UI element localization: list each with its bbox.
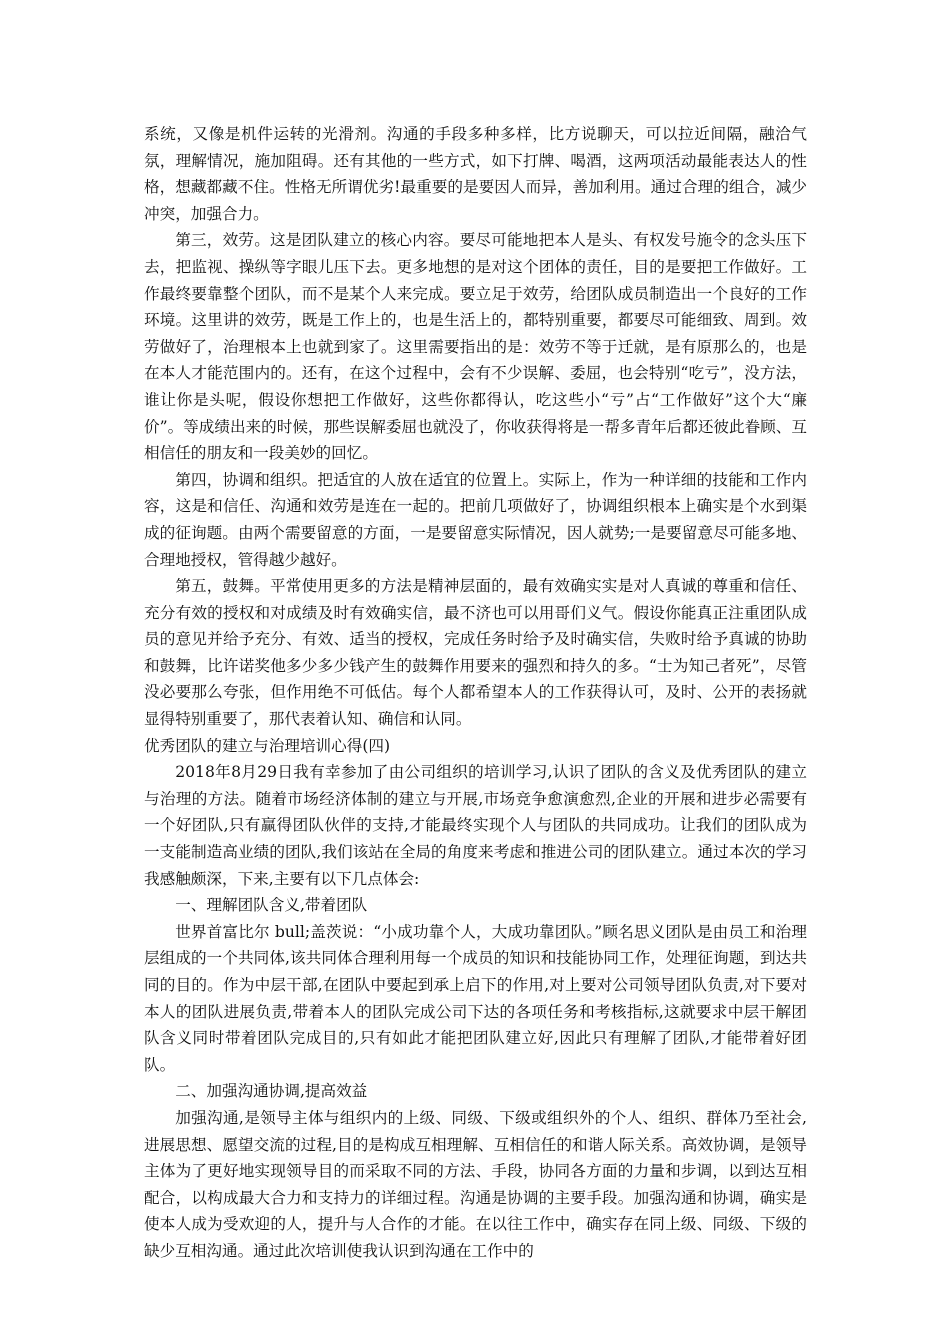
document-body [144,121,807,1265]
heading-one: 一、理解团队含义,带着团队 [175,896,368,915]
paragraph-third-service: 第三，效劳。这是团队建立的核心内容。要尽可能地把本人是头、有权发号施令的念头压下去，把监视、操纵等字眼儿压下去。更多地想的是对这个团体的责任，目的是要把工作做好。工作最终要靠整个团队，而不是某个人来完成。要立足于效劳，给团队成员制造出一个良好的工作环境。这里讲的效劳，既是工作上的，也是生活上的，都特别重要，都要尽可能细致、周到。效劳做好了，治理根本上也就到家了。这里需要指出的是：效劳不等于迁就，是有原那么的，也是在本人才能范围内的。还有，在这个过程中，会有不少误解、委屈，也会特别“吃亏”，没方法，谁让你是头呢，假设你想把工作做好，这些你都得认，吃这些小“亏”占“工作做好”这个大“廉价”。等成绩出来的时候，那些误解委屈也就没了，你收获得将是一帮多青年后都还彼此眷顾、互相信任的朋友和一段美妙的回忆。 [144,231,807,463]
paragraph-fourth-coordination: 第四，协调和组织。把适宜的人放在适宜的位置上。实际上，作为一种详细的技能和工作内容，这是和信任、沟通和效劳是连在一起的。把前几项做好了，协调组织根本上确实是个水到渠成的征询题。由两个需要留意的方面，一是要留意实际情况，因人就势;一是要留意尽可能多地、合理地授权，管得越少越好。 [144,470,807,569]
section-title: 优秀团队的建立与治理培训心得(四) [144,736,391,755]
paragraph-intro: 2018年8月29日我有幸参加了由公司组织的培训学习,认识了团队的含义及优秀团队的建立与治理的方法。随着市场经济体制的建立与开展,市场竞争愈演愈烈,企业的开展和进步必需要有一个好团队,只有赢得团队伙伴的支持,才能最终实现个人与团队的共同成功。让我们的团队成为一支能制造高业绩的团队,我们该站在全局的角度来考虑和推进公司的团队建立。通过本次的学习我感触颇深，下来,主要有以下几点体会: [144,763,807,888]
paragraph-communication-continued: 系统，又像是机件运转的光滑剂。沟通的手段多种多样，比方说聊天，可以拉近间隔，融洽气氛，理解情况，施加阻碍。还有其他的一些方式，如下打牌、喝酒，这两项活动最能表达人的性格，想藏都藏不住。性格无所谓优劣!最重要的是要因人而异，善加利用。通过合理的组合，减少冲突，加强合力。 [144,125,807,223]
paragraph-communication: 加强沟通,是领导主体与组织内的上级、同级、下级或组织外的个人、组织、群体乃至社会,进展思想、愿望交流的过程,目的是构成互相理解、互相信任的和谐人际关系。高效协调，是领导主体为了更好地实现领导目的而采取不同的方法、手段，协同各方面的力量和步调，以到达互相配合，以构成最大合力和支持力的详细过程。沟通是协调的主要手段。加强沟通和协调，确实是使本人成为受欢迎的人，提升与人合作的才能。在以往工作中，确实存在同上级、同级、下级的缺少互相沟通。通过此次培训使我认识到沟通在工作中的 [144,1108,807,1260]
heading-two: 二、加强沟通协调,提高效益 [175,1082,368,1101]
paragraph-fifth-encouragement: 第五，鼓舞。平常使用更多的方法是精神层面的，最有效确实实是对人真诚的尊重和信任、充分有效的授权和对成绩及时有效确实信，最不济也可以用哥们义气。假设你能真正注重团队成员的意见并给予充分、有效、适当的授权，完成任务时给予及时确实信，失败时给予真诚的协助和鼓舞，比许诺奖他多少多少钱产生的鼓舞作用要来的强烈和持久的多。“士为知己者死”，尽管没必要那么夸张，但作用绝不可低估。每个人都希望本人的工作获得认可，及时、公开的表扬就显得特别重要了，那代表着认知、确信和认同。 [144,577,807,729]
paragraph-team-meaning: 世界首富比尔 bull;盖茨说：“小成功靠个人，大成功靠团队。”顾名思义团队是由员工和治理层组成的一个共同体,该共同体合理利用每一个成员的知识和技能协同工作，处理征询题，到达共同的目的。作为中层干部,在团队中要起到承上启下的作用,对上要对公司领导团队负责,对下要对本人的团队进展负责,带着本人的团队完成公司下达的各项任务和考核指标,这就要求中层干解团队含义同时带着团队完成目的,只有如此才能把团队建立好,因此只有理解了团队,才能带着好团队。 [144,922,807,1074]
